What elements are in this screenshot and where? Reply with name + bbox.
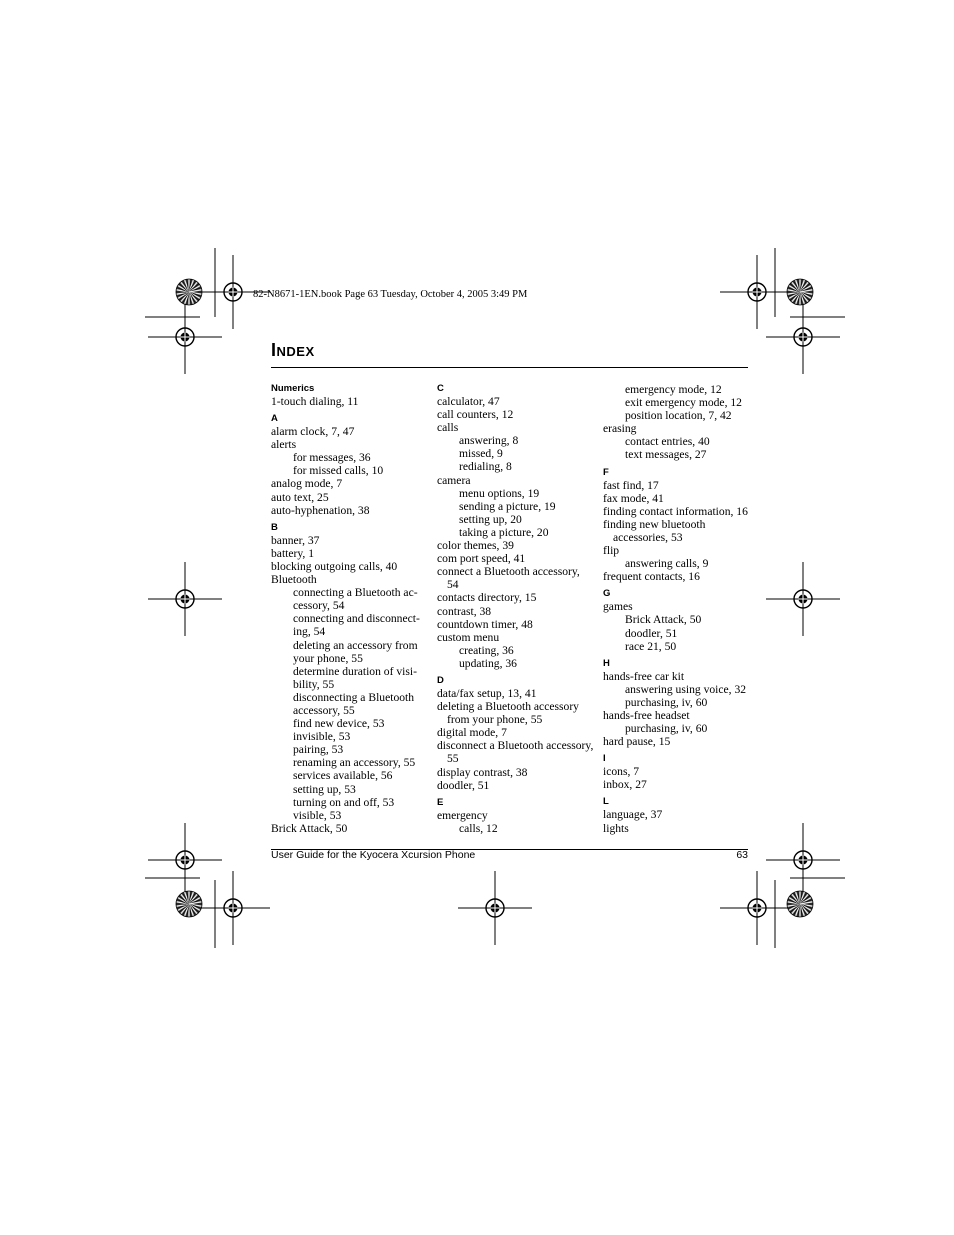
registration-mark-icon xyxy=(458,871,532,945)
registration-mark-icon xyxy=(196,871,270,945)
index-subentry: cessory, 54 xyxy=(293,599,345,613)
index-subentry: answering, 8 xyxy=(459,434,519,448)
index-entry: custom menu xyxy=(437,630,500,644)
index-entry: com port speed, 41 xyxy=(437,552,526,566)
index-entry: calls xyxy=(437,421,459,435)
index-entry: inbox, 27 xyxy=(603,778,647,792)
index-subentry: exit emergency mode, 12 xyxy=(625,396,742,410)
index-column-2 xyxy=(437,383,597,835)
registration-mark-icon xyxy=(766,562,840,636)
index-subentry: answering calls, 9 xyxy=(625,557,709,571)
starburst-mark-icon xyxy=(176,891,202,917)
index-entry: 54 xyxy=(447,578,459,592)
page-title xyxy=(271,340,315,362)
index-entry: Brick Attack, 50 xyxy=(271,821,348,835)
index-entry: connect a Bluetooth accessory, xyxy=(437,565,580,579)
index-subentry: pairing, 53 xyxy=(293,743,344,757)
index-entry: alerts xyxy=(271,438,297,452)
index-subentry: taking a picture, 20 xyxy=(459,525,549,539)
section-letter-heading: D xyxy=(437,674,444,686)
index-section xyxy=(603,462,753,584)
page-number: 63 xyxy=(736,849,748,861)
index-entry: fast find, 17 xyxy=(603,478,659,492)
footer-title: User Guide for the Kyocera Xcursion Phone xyxy=(271,849,476,861)
index-subentry: race 21, 50 xyxy=(625,639,677,653)
starburst-mark-icon xyxy=(176,279,202,305)
title-initial: I xyxy=(271,340,277,360)
index-subentry: connecting a Bluetooth ac- xyxy=(293,586,418,600)
index-entry: frequent contacts, 16 xyxy=(603,570,700,584)
index-section xyxy=(437,670,597,792)
index-entry: blocking outgoing calls, 40 xyxy=(271,559,398,573)
index-subentry: emergency mode, 12 xyxy=(625,383,722,396)
registration-mark-icon xyxy=(720,255,794,329)
section-letter-heading: E xyxy=(437,796,444,808)
index-subentry: redialing, 8 xyxy=(459,460,512,474)
index-section xyxy=(437,383,597,670)
section-letter-heading: Numerics xyxy=(271,383,315,394)
index-subentry: creating, 36 xyxy=(459,643,514,657)
index-subentry: invisible, 53 xyxy=(293,730,351,744)
index-entry: auto text, 25 xyxy=(271,490,329,504)
index-subentry: disconnecting a Bluetooth xyxy=(293,690,415,704)
registration-mark-icon xyxy=(766,823,840,897)
title-rule xyxy=(271,367,748,368)
index-entry: digital mode, 7 xyxy=(437,726,507,740)
index-entry: countdown timer, 48 xyxy=(437,617,533,631)
index-entry: deleting a Bluetooth accessory xyxy=(437,700,579,714)
registration-mark-icon xyxy=(148,300,222,374)
index-subentry: updating, 36 xyxy=(459,656,517,670)
index-section xyxy=(603,748,753,791)
print-header: 82-N8671-1EN.book Page 63 Tuesday, October 4, 2005 3:49 PM xyxy=(253,289,528,300)
index-entry: hands-free headset xyxy=(603,708,690,722)
index-entry: finding new bluetooth xyxy=(603,517,706,531)
section-letter-heading: B xyxy=(271,521,278,533)
index-entry: 1-touch dialing, 11 xyxy=(271,395,359,408)
index-entry: fax mode, 41 xyxy=(603,491,664,505)
registration-mark-icon xyxy=(766,300,840,374)
index-subentry: services available, 56 xyxy=(293,769,393,783)
index-subentry: menu options, 19 xyxy=(459,486,540,500)
section-letter-heading: G xyxy=(603,588,611,600)
section-letter-heading: F xyxy=(603,466,609,478)
index-subentry: ing, 54 xyxy=(293,625,326,639)
index-entry: data/fax setup, 13, 41 xyxy=(437,686,537,700)
index-subentry: find new device, 53 xyxy=(293,717,385,731)
title-rest: NDEX xyxy=(276,344,315,359)
index-subentry: deleting an accessory from xyxy=(293,638,418,652)
index-subentry: turning on and off, 53 xyxy=(293,795,395,809)
index-entry: language, 37 xyxy=(603,808,663,822)
index-subentry: missed, 9 xyxy=(459,447,503,461)
index-subentry: for missed calls, 10 xyxy=(293,464,384,478)
index-entry: finding contact information, 16 xyxy=(603,504,748,518)
index-entry: 55 xyxy=(447,752,459,766)
index-subentry: sending a picture, 19 xyxy=(459,499,556,513)
starburst-mark-icon xyxy=(787,891,813,917)
index-subentry: visible, 53 xyxy=(293,808,342,822)
index-entry: camera xyxy=(437,473,471,487)
index-subentry: for messages, 36 xyxy=(293,451,371,465)
index-entry: erasing xyxy=(603,422,637,436)
index-entry: display contrast, 38 xyxy=(437,765,528,779)
index-subentry: renaming an accessory, 55 xyxy=(293,756,416,770)
section-letter-heading: C xyxy=(437,383,444,394)
index-subentry: accessory, 55 xyxy=(293,703,355,717)
index-subentry: determine duration of visi- xyxy=(293,664,417,678)
index-subentry: your phone, 55 xyxy=(293,651,363,665)
index-entry: alarm clock, 7, 47 xyxy=(271,425,355,439)
index-entry: Bluetooth xyxy=(271,573,317,587)
index-entry: games xyxy=(603,600,633,614)
index-section xyxy=(603,383,753,462)
index-subentry: setting up, 53 xyxy=(293,782,356,796)
index-entry: analog mode, 7 xyxy=(271,477,343,491)
section-letter-heading: H xyxy=(603,657,610,669)
index-subentry: answering using voice, 32 xyxy=(625,682,747,696)
index-entry: color themes, 39 xyxy=(437,539,514,553)
index-section xyxy=(603,791,753,834)
index-entry: doodler, 51 xyxy=(437,778,490,792)
index-section xyxy=(437,792,597,835)
starburst-mark-icon xyxy=(787,279,813,305)
index-entry: calculator, 47 xyxy=(437,395,500,408)
index-subentry: connecting and disconnect- xyxy=(293,612,420,626)
index-subentry: contact entries, 40 xyxy=(625,435,710,449)
index-entry: hands-free car kit xyxy=(603,669,685,683)
index-subentry: calls, 12 xyxy=(459,821,498,835)
index-entry: accessories, 53 xyxy=(613,530,683,544)
section-letter-heading: A xyxy=(271,413,278,425)
index-entry: hard pause, 15 xyxy=(603,735,671,749)
index-subentry: Brick Attack, 50 xyxy=(625,613,702,627)
index-subentry: purchasing, iv, 60 xyxy=(625,722,708,736)
index-entry: battery, 1 xyxy=(271,546,315,560)
index-entry: contrast, 38 xyxy=(437,604,492,618)
index-subentry: doodler, 51 xyxy=(625,626,678,640)
index-subentry: text messages, 27 xyxy=(625,448,707,462)
index-entry: icons, 7 xyxy=(603,765,640,779)
index-entry: flip xyxy=(603,544,620,558)
index-entry: emergency xyxy=(437,808,488,822)
index-subentry: purchasing, iv, 60 xyxy=(625,695,708,709)
index-entry: from your phone, 55 xyxy=(447,713,543,727)
section-letter-heading: I xyxy=(603,753,606,765)
index-section xyxy=(271,517,431,835)
registration-mark-icon xyxy=(148,562,222,636)
index-entry: lights xyxy=(603,821,629,835)
index-entry: disconnect a Bluetooth accessory, xyxy=(437,739,594,753)
index-entry: banner, 37 xyxy=(271,533,320,547)
index-column-3 xyxy=(603,383,753,835)
index-section xyxy=(603,653,753,749)
index-subentry: position location, 7, 42 xyxy=(625,409,732,423)
index-section xyxy=(271,383,431,408)
index-entry: contacts directory, 15 xyxy=(437,591,537,605)
index-subentry: setting up, 20 xyxy=(459,512,522,526)
registration-mark-icon xyxy=(148,823,222,897)
index-entry: call counters, 12 xyxy=(437,408,514,422)
index-entry: auto-hyphenation, 38 xyxy=(271,503,370,517)
index-section xyxy=(603,583,753,652)
section-letter-heading: L xyxy=(603,796,609,808)
index-column-1 xyxy=(271,383,431,835)
index-section xyxy=(271,408,431,517)
registration-mark-icon xyxy=(720,871,794,945)
index-subentry: bility, 55 xyxy=(293,677,335,691)
